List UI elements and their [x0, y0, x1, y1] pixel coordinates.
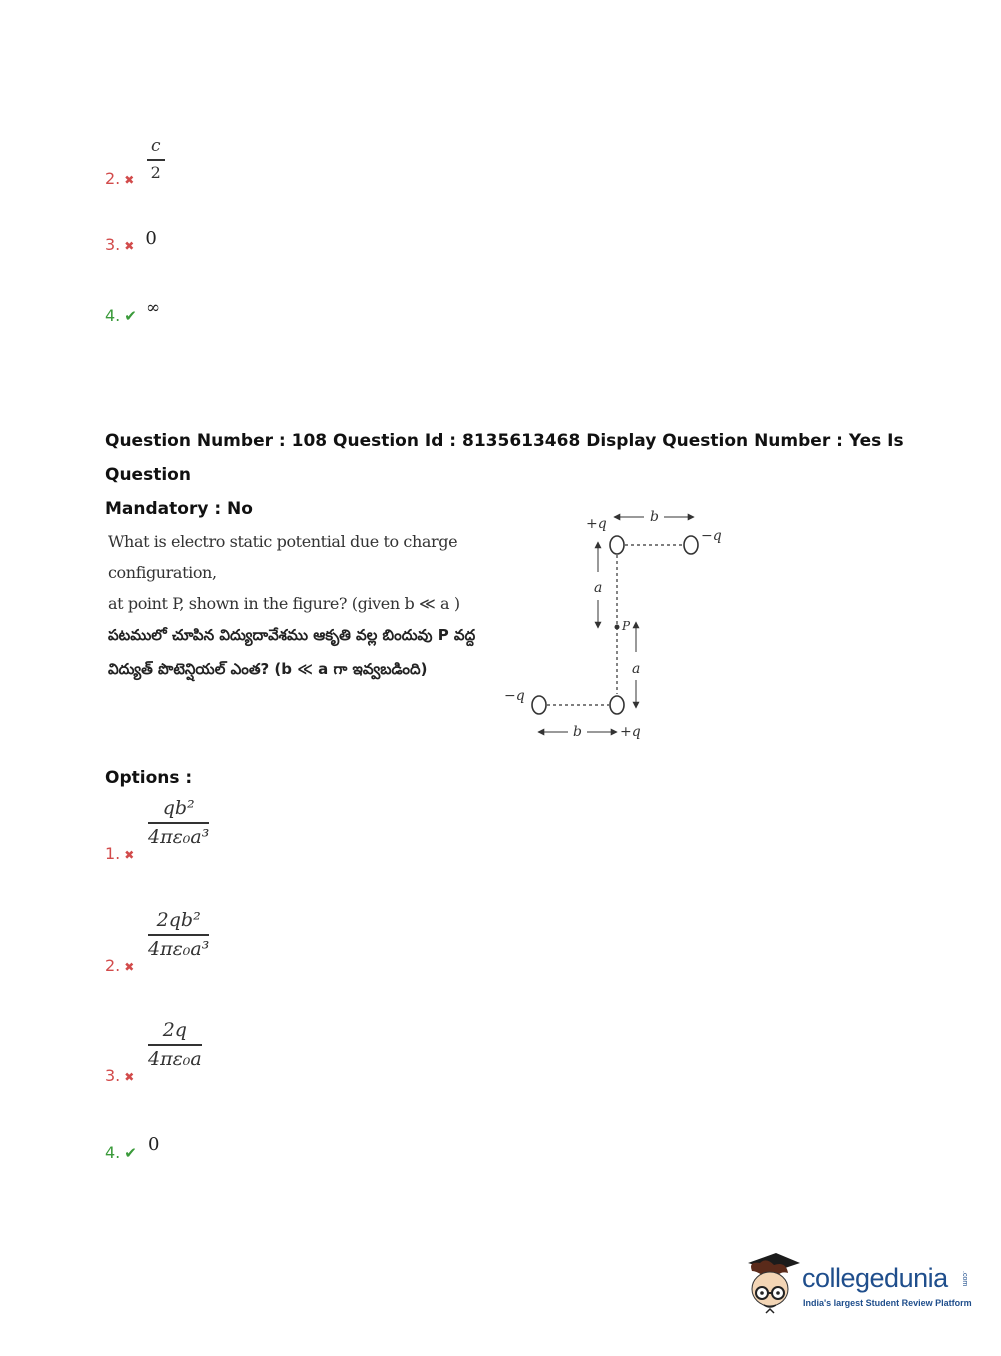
charge-circle-bottom-right: [610, 696, 624, 714]
option-number: 3.: [105, 1066, 121, 1085]
brand-tagline: India's largest Student Review Platform: [803, 1298, 972, 1308]
charge-configuration-figure: [498, 500, 738, 750]
label-b-bottom: b: [573, 724, 582, 740]
question-text-en-line2: at point P, shown in the figure? (given b ≪ a ): [108, 594, 460, 613]
option-number: 4.: [105, 1143, 121, 1162]
label-minus-q-top: −q: [701, 528, 722, 544]
point-P: [615, 625, 620, 630]
option-number: 1.: [105, 844, 121, 863]
option-number: 3.: [105, 235, 121, 254]
question-text-te-line1: పటములో చూపిన విద్యుదావేశము ఆకృతి వల్ల బిందువు P వద్ద: [108, 626, 476, 644]
option-2-fraction: [148, 909, 209, 960]
option-2-label: [105, 956, 134, 975]
correct-mark-icon: ✔: [124, 1144, 137, 1162]
prev-option-2-fraction: [147, 136, 165, 182]
wrong-mark-icon: ✖: [124, 1070, 135, 1084]
fraction-numerator: 2q: [148, 1019, 202, 1046]
charge-circle-top-right: [684, 536, 698, 554]
wrong-mark-icon: ✖: [124, 239, 135, 253]
wrong-mark-icon: ✖: [124, 848, 135, 862]
option-value: 0: [147, 1134, 160, 1155]
option-3-label: [105, 1066, 134, 1085]
fraction-denominator: 4πε₀a³: [148, 938, 210, 960]
label-a-left: a: [594, 580, 603, 596]
label-b-top: b: [650, 509, 659, 525]
wrong-mark-icon: ✖: [124, 960, 135, 974]
fraction-numerator: c: [147, 136, 165, 161]
label-minus-q-bottom: −q: [504, 688, 525, 704]
option-1-fraction: [148, 797, 209, 848]
brand-name: collegedunia: [802, 1263, 948, 1293]
collegedunia-logo: [742, 1249, 972, 1319]
question-header-line1: Question Number : 108 Question Id : 8135613468 Display Question Number : Yes Is Question: [105, 431, 904, 485]
fraction-numerator: 2qb²: [148, 909, 209, 936]
mascot-icon: [742, 1249, 802, 1315]
option-number: 2.: [105, 956, 121, 975]
option-3-fraction: [148, 1019, 202, 1070]
prev-option-4: [105, 298, 161, 326]
question-header-line2: Mandatory : No: [105, 499, 253, 519]
question-text-te-line2: విద్యుత్ పొటెన్షియల్ ఎంత? (b ≪ a గా ఇవ్వబడింది): [108, 660, 428, 678]
charge-circle-bottom-left: [532, 696, 546, 714]
options-label: Options :: [105, 768, 193, 788]
option-4: [105, 1134, 160, 1163]
label-plus-q-bottom: +q: [620, 724, 641, 740]
option-value: 0: [145, 228, 157, 249]
correct-mark-icon: ✔: [124, 307, 137, 325]
question-text-telugu: [108, 618, 508, 686]
fraction-numerator: qb²: [148, 797, 209, 824]
prev-option-2-label: [105, 169, 134, 188]
charge-circle-top-left: [610, 536, 624, 554]
option-number: 2.: [105, 169, 121, 188]
fraction-denominator: 2: [150, 163, 161, 182]
prev-option-3: [105, 228, 157, 255]
wrong-mark-icon: ✖: [124, 173, 135, 187]
question-text-english: [108, 526, 508, 619]
label-a-right: a: [632, 661, 641, 677]
brand-dotcom: .com: [961, 1271, 968, 1287]
label-P: P: [622, 619, 631, 633]
option-1-label: [105, 844, 134, 863]
option-value: ∞: [145, 298, 161, 318]
option-number: 4.: [105, 306, 121, 325]
label-plus-q-top: +q: [586, 516, 607, 532]
question-text-en-line1: What is electro static potential due to charge configuration,: [108, 532, 458, 582]
fraction-denominator: 4πε₀a: [148, 1048, 202, 1070]
fraction-denominator: 4πε₀a³: [148, 826, 210, 848]
